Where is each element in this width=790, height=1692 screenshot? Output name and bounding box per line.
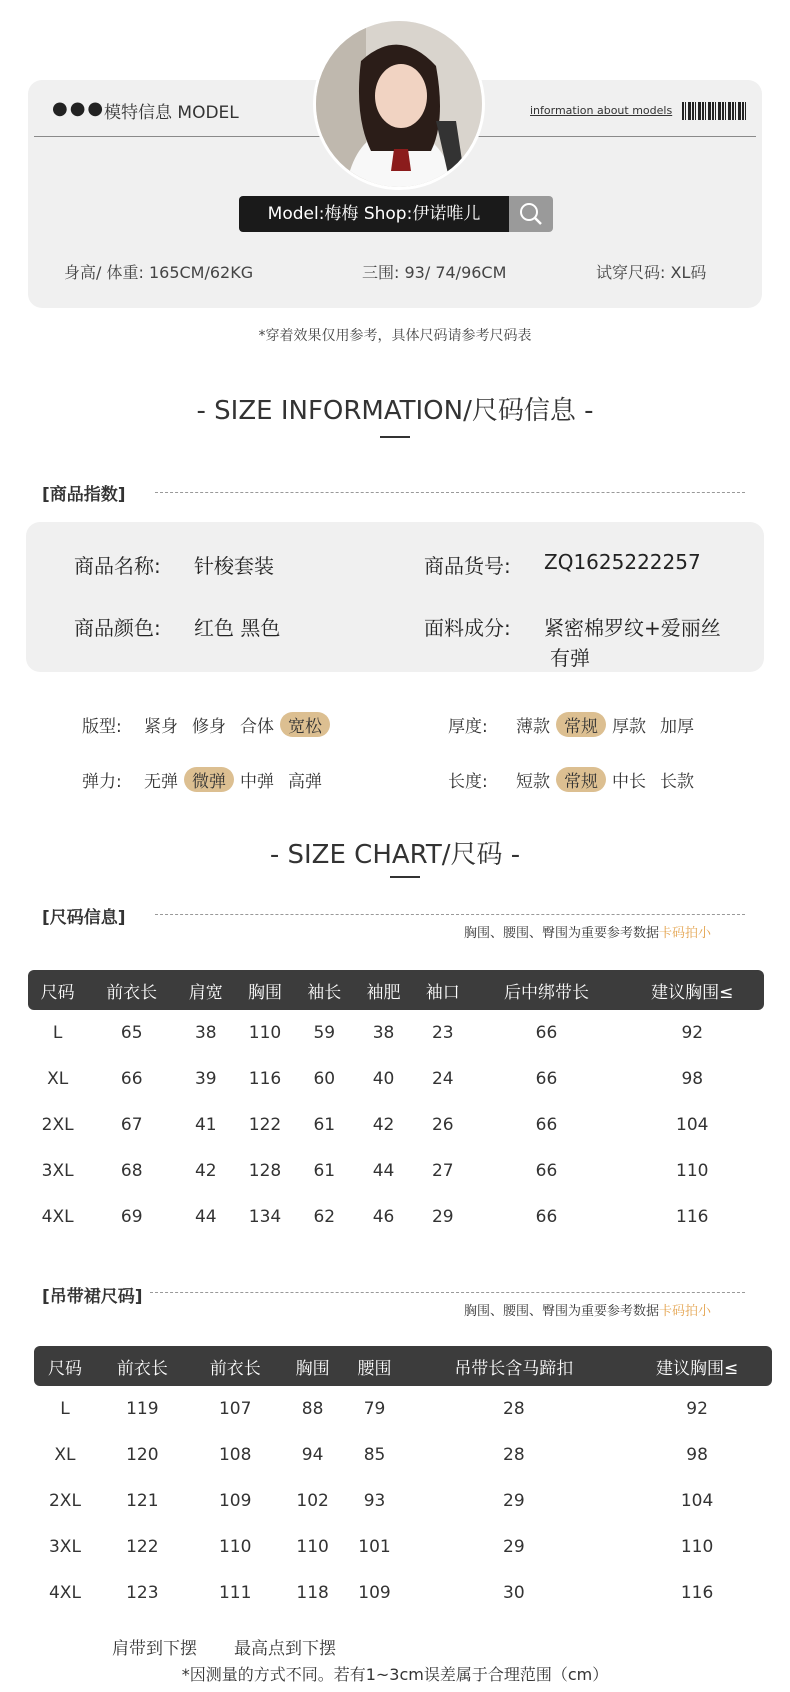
table-cell: 128 [248,1161,282,1181]
table-cell: 28 [503,1445,525,1465]
fit-option: 修身 [192,717,226,737]
body-measurements: 三围: 93/ 74/96CM [362,263,507,282]
product-name-label: 商品名称: [74,554,161,578]
table-cell: 121 [126,1491,159,1511]
table-cell: 111 [218,1583,252,1603]
fit-option-selected: 宽松 [280,712,330,737]
fabric-label: 面料成分: [424,616,511,640]
table-cell: 120 [126,1445,159,1465]
table-cell: L [60,1399,70,1419]
table-cell: 110 [248,1023,282,1043]
table-cell: 42 [372,1115,395,1135]
table-cell: 134 [248,1207,282,1227]
table-row [34,1524,772,1570]
table-cell: 38 [372,1023,395,1043]
reference-data-note [464,922,711,941]
reference-note: *穿着效果仅用参考，具体尺码请参考尺码表 [258,328,532,344]
fabric-value-line2: 有弹 [550,646,590,670]
reference-note-text: 胸围、腰围、臀围为重要参考数据 [464,1304,660,1319]
length-option: 长款 [660,772,694,792]
table-cell: 66 [535,1161,558,1181]
column-header: 胸围 [282,1346,344,1386]
column-header: 建议胸围≤ [622,1346,772,1386]
table-header-row [28,970,764,1010]
title-underline [390,876,420,878]
table-cell: 3XL [48,1537,81,1557]
table-cell: 93 [363,1491,386,1511]
thickness-option: 厚款 [612,717,646,737]
table-cell: 122 [126,1537,159,1557]
table-cell: 29 [431,1207,454,1227]
table-row [28,1010,764,1056]
table-cell: 109 [218,1491,252,1511]
table-cell: 116 [676,1207,709,1227]
table-cell: 26 [431,1115,454,1135]
column-header: 前衣长 [87,970,176,1010]
table-cell: 108 [218,1445,252,1465]
elasticity-option: 中弹 [240,772,274,792]
elasticity-label: 弹力: [82,772,122,792]
thickness-option-selected: 常规 [556,712,606,737]
table-cell: 102 [296,1491,329,1511]
table-cell: 38 [194,1023,217,1043]
column-header: 胸围 [235,970,294,1010]
table-cell: 66 [535,1207,558,1227]
table-cell: XL [47,1069,69,1089]
thickness-option: 薄款 [516,717,550,737]
table-cell: 92 [681,1023,704,1043]
table-cell: 4XL [41,1207,74,1227]
table-cell: 109 [358,1583,391,1603]
size-table-top [28,970,764,1240]
table-cell: 67 [120,1115,143,1135]
length-label: 长度: [448,772,488,792]
column-header: 后中绑带长 [472,970,620,1010]
table-cell: 4XL [48,1583,81,1603]
thickness-options [516,712,746,737]
elasticity-option: 无弹 [144,772,178,792]
try-on-size: 试穿尺码: XL码 [596,263,707,282]
table-cell: 44 [194,1207,217,1227]
length-option: 短款 [516,772,550,792]
product-info-card [26,522,764,672]
table-cell: 122 [248,1115,282,1135]
size-advice-highlight: 卡码拍小 [659,926,712,941]
column-header: 前衣长 [189,1346,282,1386]
table-cell: 66 [535,1023,558,1043]
table-cell: XL [54,1445,76,1465]
table-cell: 104 [676,1115,709,1135]
table-cell: 41 [194,1115,217,1135]
table-row [34,1570,772,1616]
size-advice-highlight: 卡码拍小 [659,1304,712,1319]
table-row [28,1102,764,1148]
reference-note-text: 胸围、腰围、臀围为重要参考数据 [464,926,660,941]
table-cell: 28 [503,1399,525,1419]
size-info-label: [尺码信息] [42,908,126,928]
elasticity-options [144,767,364,792]
table-cell: 29 [503,1537,525,1557]
table-cell: 66 [120,1069,143,1089]
fit-options [144,712,364,737]
fit-option: 合体 [240,717,274,737]
fit-label: 版型: [82,717,122,737]
table-cell: 116 [680,1583,714,1603]
table-cell: 104 [680,1491,714,1511]
size-table-dress [34,1346,772,1616]
dashed-divider [155,492,745,493]
fit-option: 紧身 [144,717,178,737]
column-header: 前衣长 [96,1346,189,1386]
fabric-value: 紧密棉罗纹+爱丽丝 [544,616,721,640]
dots-icon: ●●● [52,98,106,119]
model-shop-bar: Model:梅梅 Shop:伊诺唯儿 [239,196,509,232]
length-option-selected: 常规 [556,767,606,792]
product-name-value: 针梭套装 [194,554,274,578]
column-header: 吊带长含马蹄扣 [405,1346,622,1386]
table-cell: 46 [372,1207,395,1227]
table-cell: 92 [686,1399,708,1419]
table-cell: 118 [296,1583,329,1603]
table-body [34,1386,772,1616]
table-cell: 110 [218,1537,252,1557]
table-row [28,1194,764,1240]
table-cell: 79 [363,1399,386,1419]
dress-size-label: [吊带裙尺码] [42,1287,143,1307]
product-code-value: ZQ1625222257 [544,550,701,574]
measurement-disclaimer: *因测量的方式不同。若有1~3cm误差属于合理范围（cm） [181,1665,609,1684]
table-cell: 69 [120,1207,143,1227]
table-cell: 68 [120,1161,143,1181]
dashed-divider [155,914,745,915]
column-header: 腰围 [344,1346,406,1386]
table-row [34,1386,772,1432]
elasticity-option-selected: 微弹 [184,767,234,792]
table-cell: 60 [313,1069,336,1089]
search-button[interactable] [509,196,553,232]
column-header: 袖口 [413,970,472,1010]
length-option: 中长 [612,772,646,792]
table-cell: 119 [126,1399,159,1419]
table-cell: 59 [313,1023,336,1043]
table-cell: 88 [301,1399,324,1419]
table-cell: 24 [431,1069,454,1089]
table-cell: 30 [503,1583,525,1603]
table-row [34,1432,772,1478]
dashed-divider [150,1292,745,1293]
table-cell: 107 [218,1399,252,1419]
table-row [28,1148,764,1194]
table-cell: 85 [363,1445,386,1465]
table-cell: 23 [431,1023,454,1043]
column-header: 建议胸围≤ [621,970,764,1010]
model-avatar [313,18,485,190]
table-cell: 65 [120,1023,143,1043]
column-header: 尺码 [28,970,87,1010]
table-cell: L [52,1023,63,1043]
table-body [28,1010,764,1240]
product-color-value: 红色 黑色 [194,616,281,640]
table-cell: 66 [535,1069,558,1089]
table-cell: 27 [431,1161,454,1181]
table-cell: 39 [194,1069,217,1089]
table-cell: 61 [313,1115,336,1135]
product-color-label: 商品颜色: [74,616,161,640]
table-header-row [34,1346,772,1386]
table-cell: 42 [194,1161,217,1181]
table-cell: 40 [372,1069,395,1089]
table-cell: 101 [358,1537,391,1557]
table-cell: 116 [248,1069,282,1089]
column-header: 袖肥 [354,970,413,1010]
thickness-option: 加厚 [660,717,694,737]
table-cell: 98 [686,1445,708,1465]
search-icon [509,196,553,232]
model-section-title: 模特信息 MODEL [104,103,239,123]
table-cell: 61 [313,1161,336,1181]
column-header: 尺码 [34,1346,96,1386]
table-cell: 2XL [48,1491,81,1511]
strap-to-hem-note: 肩带到下摆 [112,1639,197,1659]
model-info-english: information about models [530,104,673,117]
table-cell: 3XL [41,1161,74,1181]
table-row [34,1478,772,1524]
table-cell: 98 [681,1069,704,1089]
column-header: 肩宽 [176,970,235,1010]
table-cell: 110 [676,1161,709,1181]
size-information-title: - SIZE INFORMATION/尺码信息 - [196,396,594,426]
table-cell: 66 [535,1115,558,1135]
thickness-label: 厚度: [448,717,488,737]
table-cell: 44 [372,1161,395,1181]
table-cell: 62 [313,1207,336,1227]
table-cell: 123 [126,1583,159,1603]
title-underline [380,436,410,438]
table-cell: 94 [301,1445,324,1465]
length-options [516,767,746,792]
barcode-icon [682,102,746,120]
elasticity-option: 高弹 [288,772,322,792]
table-cell: 110 [296,1537,329,1557]
product-index-label: [商品指数] [42,485,126,505]
table-cell: 29 [503,1491,525,1511]
column-header: 袖长 [295,970,354,1010]
height-weight: 身高/ 体重: 165CM/62KG [64,263,254,282]
top-to-hem-note: 最高点到下摆 [234,1639,336,1659]
size-chart-title: - SIZE CHART/尺码 - [269,840,521,870]
reference-data-note [464,1300,711,1319]
table-cell: 110 [680,1537,714,1557]
table-cell: 2XL [41,1115,74,1135]
table-row [28,1056,764,1102]
product-code-label: 商品货号: [424,554,511,578]
